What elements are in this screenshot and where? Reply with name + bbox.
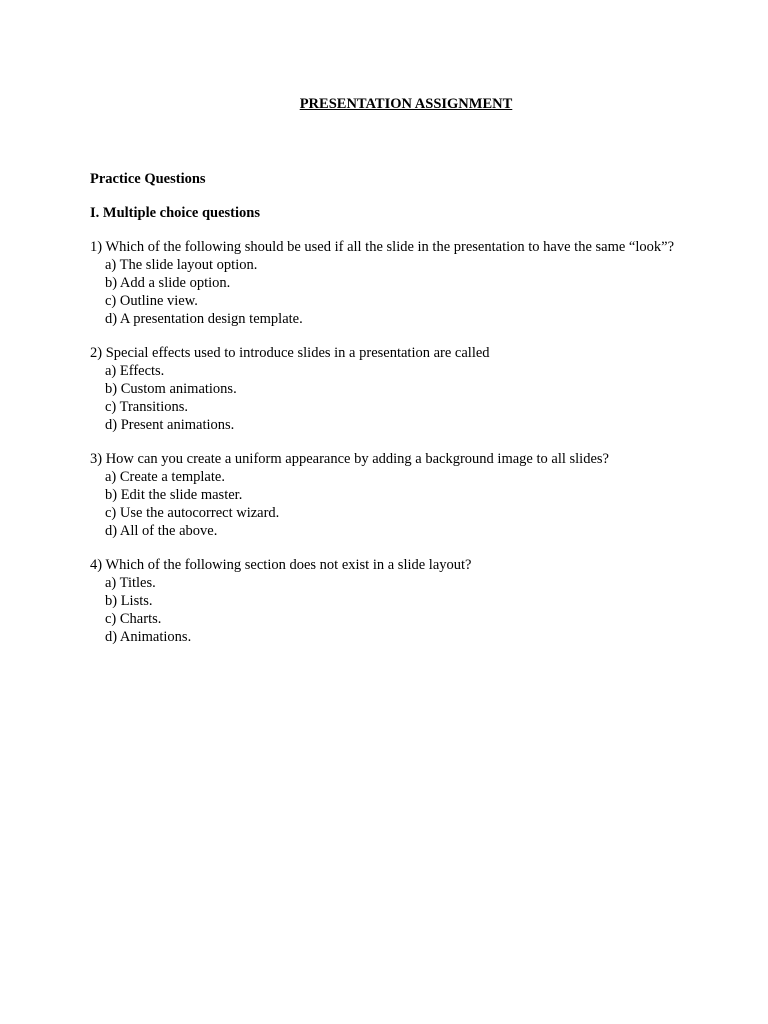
option-d: d) A presentation design template. bbox=[105, 311, 303, 327]
option-c: c) Use the autocorrect wizard. bbox=[105, 505, 280, 521]
option-list bbox=[90, 574, 690, 646]
option-a: a) Effects. bbox=[105, 363, 165, 379]
option-a: a) Titles. bbox=[105, 575, 156, 591]
option-b: b) Add a slide option. bbox=[105, 275, 231, 291]
document-body bbox=[90, 170, 690, 646]
question-text: 3) How can you create a uniform appearance by adding a background image to all slides? bbox=[90, 451, 609, 467]
option-list bbox=[90, 256, 690, 328]
option-c: c) Charts. bbox=[105, 611, 162, 627]
question-4 bbox=[90, 556, 690, 646]
question-text: 1) Which of the following should be used if all the slide in the presentation to have the same “look”? bbox=[90, 239, 675, 255]
option-d: d) Present animations. bbox=[105, 417, 235, 433]
option-c: c) Outline view. bbox=[105, 293, 198, 309]
option-b: b) Custom animations. bbox=[105, 381, 237, 397]
option-list bbox=[90, 468, 690, 540]
option-b: b) Lists. bbox=[105, 593, 153, 609]
option-c: c) Transitions. bbox=[105, 399, 188, 415]
option-d: d) All of the above. bbox=[105, 523, 218, 539]
question-2 bbox=[90, 344, 690, 434]
section-heading: I. Multiple choice questions bbox=[90, 205, 260, 221]
practice-heading: Practice Questions bbox=[90, 171, 206, 187]
question-text: 2) Special effects used to introduce slides in a presentation are called bbox=[90, 345, 490, 361]
question-1 bbox=[90, 238, 690, 328]
question-text: 4) Which of the following section does not exist in a slide layout? bbox=[90, 557, 472, 573]
option-list bbox=[90, 362, 690, 434]
option-a: a) The slide layout option. bbox=[105, 257, 258, 273]
option-b: b) Edit the slide master. bbox=[105, 487, 243, 503]
option-d: d) Animations. bbox=[105, 629, 192, 645]
option-a: a) Create a template. bbox=[105, 469, 225, 485]
question-3 bbox=[90, 450, 690, 540]
document-title: PRESENTATION ASSIGNMENT bbox=[299, 96, 513, 112]
